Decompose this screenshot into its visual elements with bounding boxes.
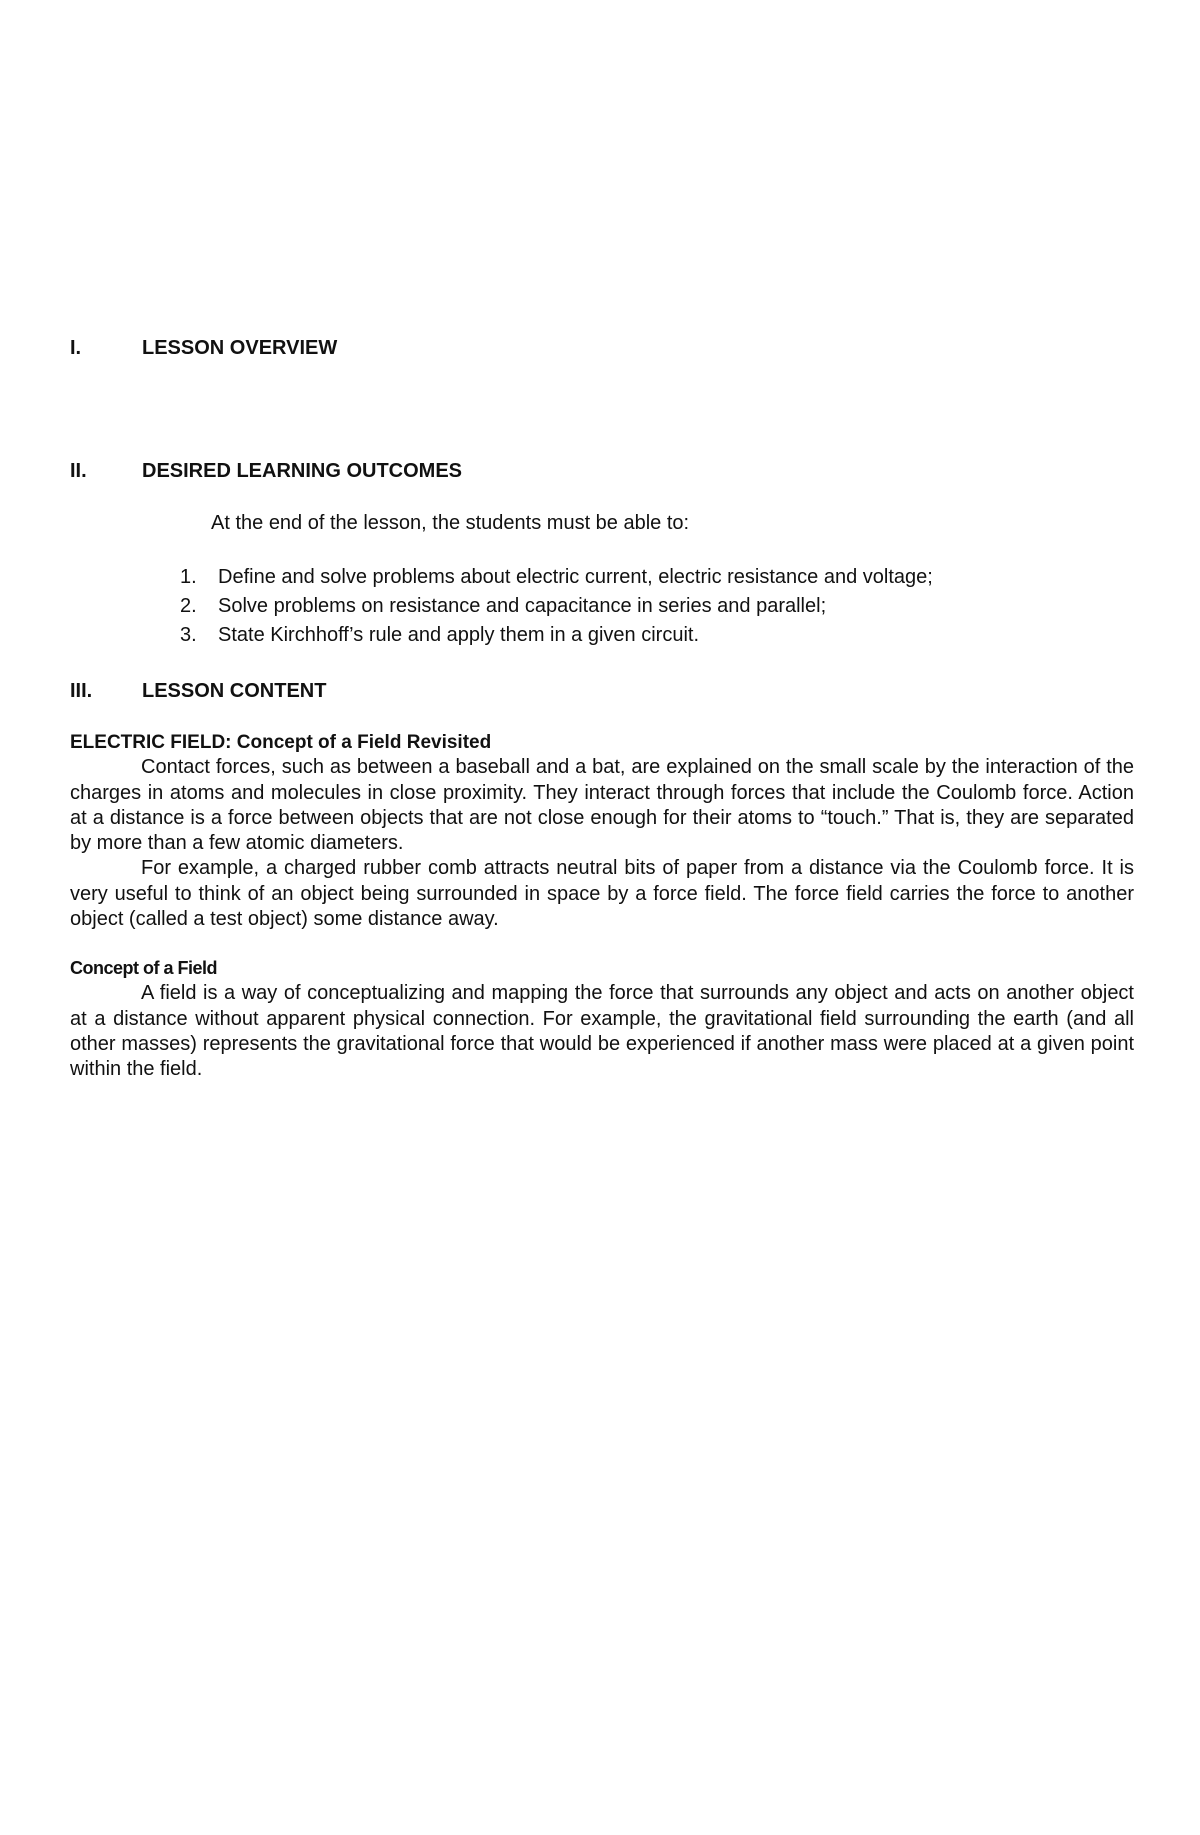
list-text: State Kirchhoff’s rule and apply them in a given circuit. [218, 624, 699, 646]
content-heading: ELECTRIC FIELD: Concept of a Field Revisited [70, 732, 492, 753]
concept-of-field-block [70, 956, 1134, 1082]
section-heading-desired-learning-outcomes [70, 460, 462, 483]
list-item [180, 592, 933, 621]
section-title: DESIRED LEARNING OUTCOMES [142, 460, 463, 482]
list-text: Define and solve problems about electric current, electric resistance and voltage; [218, 566, 933, 588]
list-number: 3. [180, 624, 197, 646]
electric-field-block [70, 730, 1134, 932]
section-title: LESSON CONTENT [142, 680, 327, 702]
list-item [180, 621, 933, 650]
outcomes-list [180, 563, 933, 650]
section-numeral: III. [70, 680, 93, 702]
paragraph: Contact forces, such as between a baseball and a bat, are explained on the small scale by the interaction of the charges in atoms and molecules in close proximity. They interact through forces that include the Coulomb force. Action at a distance is a force between objects that are not close enough for their atoms to “touch.” That is, they are separated by more than a few atomic diameters. [70, 756, 1134, 855]
list-item [180, 563, 933, 592]
section-heading-lesson-content [70, 680, 326, 703]
list-text: Solve problems on resistance and capacitance in series and parallel; [218, 595, 827, 617]
outcomes-intro: At the end of the lesson, the students must be able to: [211, 512, 690, 534]
paragraph: A field is a way of conceptualizing and mapping the force that surrounds any object and acts on another object at a distance without apparent physical connection. For example, the gravitational field surrounding the earth (and all other masses) represents the gravitational force that would be experienced if another mass were placed at a given point within the field. [70, 982, 1134, 1081]
section-numeral: II. [70, 460, 87, 482]
list-number: 1. [180, 566, 197, 588]
content-subheading: Concept of a Field [70, 958, 218, 978]
section-numeral: I. [70, 337, 82, 359]
list-number: 2. [180, 595, 197, 617]
section-heading-lesson-overview [70, 337, 337, 360]
section-title: LESSON OVERVIEW [142, 337, 338, 359]
paragraph: For example, a charged rubber comb attracts neutral bits of paper from a distance via the Coulomb force. It is very useful to think of an object being surrounded in space by a force field. The force field carries the force to another object (called a test object) some distance away. [70, 857, 1134, 931]
